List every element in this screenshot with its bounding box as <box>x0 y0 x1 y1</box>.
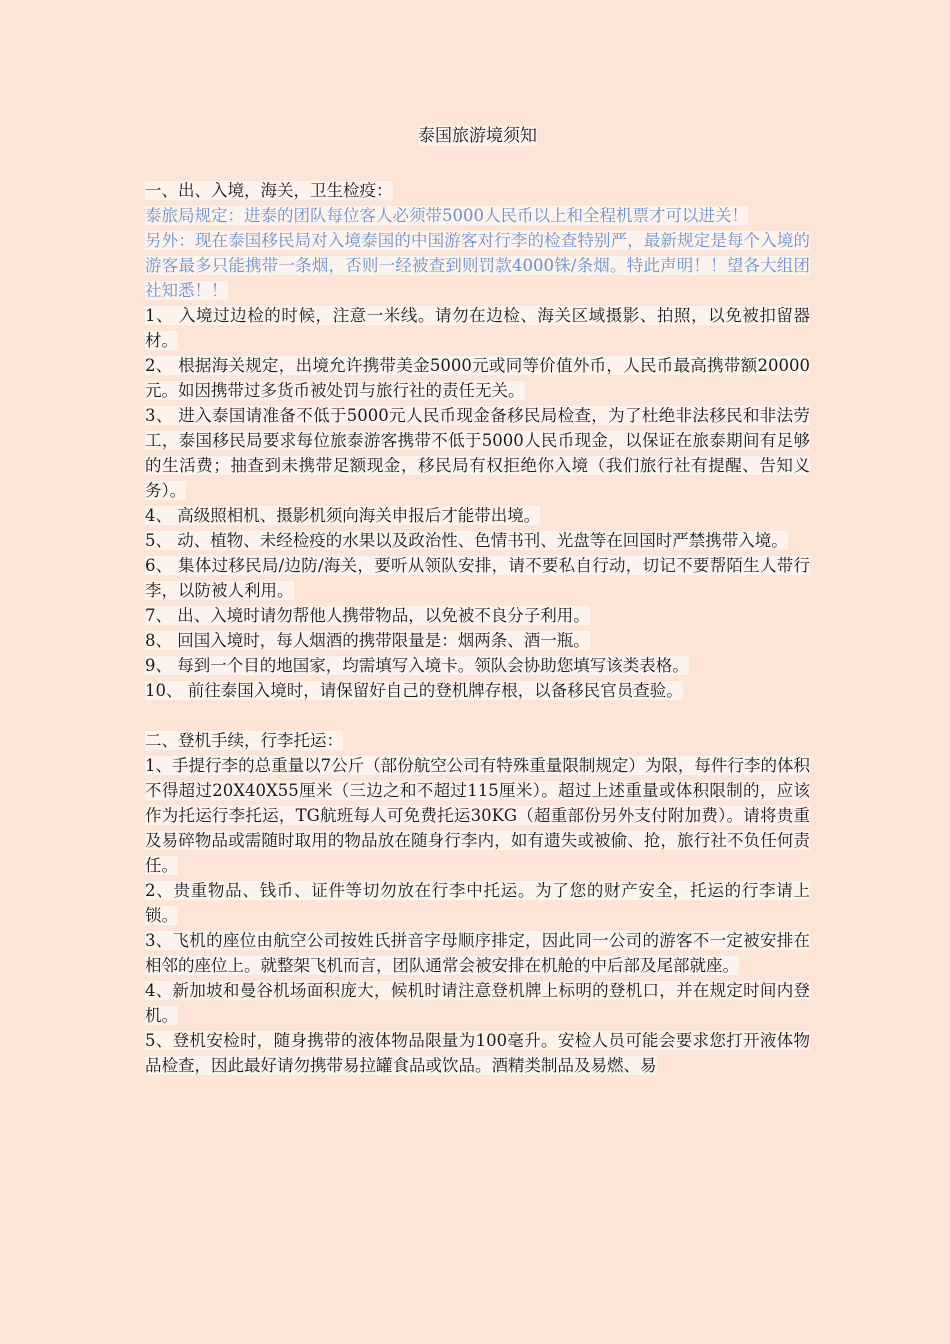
list-item: 10、 前往泰国入境时，请保留好自己的登机牌存根，以备移民官员查验。 <box>145 681 683 700</box>
section-heading: 一、出、入境，海关，卫生检疫： <box>145 181 393 200</box>
notice-paragraph: 另外：现在泰国移民局对入境泰国的中国游客对行李的检查特别严，最新规定是每个入境的游客最多只能携带一条烟，否则一经被查到则罚款4000铢/条烟。特此声明！！望各大组团社知悉！！ <box>145 231 810 300</box>
list-item: 4、新加坡和曼谷机场面积庞大，候机时请注意登机牌上标明的登机口，并在规定时间内登机。 <box>145 981 810 1025</box>
list-item: 2、贵重物品、钱币、证件等切勿放在行李中托运。为了您的财产安全，托运的行李请上锁。 <box>145 881 810 925</box>
list-item: 9、 每到一个目的地国家，均需填写入境卡。领队会协助您填写该类表格。 <box>145 656 689 675</box>
list-item: 5、 动、植物、未经检疫的水果以及政治性、色情书刊、光盘等在回国时严禁携带入境。 <box>145 531 788 550</box>
list-item: 5、登机安检时，随身携带的液体物品限量为100毫升。安检人员可能会要求您打开液体物品检查，因此最好请勿携带易拉罐食品或饮品。酒精类制品及易燃、易 <box>145 1031 810 1075</box>
list-item: 6、 集体过移民局/边防/海关，要听从领队安排，请不要私自行动，切记不要帮陌生人带行李，以防被人利用。 <box>145 556 810 600</box>
list-item: 8、 回国入境时，每人烟酒的携带限量是：烟两条、酒一瓶。 <box>145 631 590 650</box>
list-item: 2、 根据海关规定，出境允许携带美金5000元或同等价值外币，人民币最高携带额20000元。如因携带过多货币被处罚与旅行社的责任无关。 <box>145 356 810 400</box>
notice-paragraph: 泰旅局规定：进泰的团队每位客人必须带5000人民币以上和全程机票才可以进关！ <box>145 206 748 225</box>
section-boarding <box>145 728 810 1078</box>
title-text: 泰国旅游境须知 <box>418 126 537 146</box>
section-customs <box>145 178 810 703</box>
list-item: 1、 入境过边检的时候，注意一米线。请勿在边检、海关区域摄影、拍照，以免被扣留器材。 <box>145 306 810 350</box>
list-item: 1、手提行李的总重量以7公斤（部份航空公司有特殊重量限制规定）为限，每件行李的体积不得超过20X40X55厘米（三边之和不超过115厘米）。超过上述重量或体积限制的，应该作为托运行李托运，TG航班每人可免费托运30KG（超重部份另外支付附加费）。请将贵重及易碎物品或需随时取用的物品放在随身行李内，如有遗失或被偷、抢，旅行社不负任何责任。 <box>145 756 810 875</box>
list-item: 7、 出、入境时请勿帮他人携带物品，以免被不良分子利用。 <box>145 606 590 625</box>
document-title <box>145 124 810 148</box>
section-heading: 二、登机手续，行李托运： <box>145 731 343 750</box>
section-spacer <box>145 703 810 728</box>
list-item: 3、 进入泰国请准备不低于5000元人民币现金备移民局检查，为了杜绝非法移民和非法劳工，泰国移民局要求每位旅泰游客携带不低于5000人民币现金，以保证在旅泰期间有足够的生活费；抽查到未携带足额现金，移民局有权拒绝你入境（我们旅行社有提醒、告知义务）。 <box>145 406 810 500</box>
list-item: 3、飞机的座位由航空公司按姓氏拼音字母顺序排定，因此同一公司的游客不一定被安排在相邻的座位上。就整架飞机而言，团队通常会被安排在机舱的中后部及尾部就座。 <box>145 931 810 975</box>
list-item: 4、 高级照相机、摄影机须向海关申报后才能带出境。 <box>145 506 541 525</box>
